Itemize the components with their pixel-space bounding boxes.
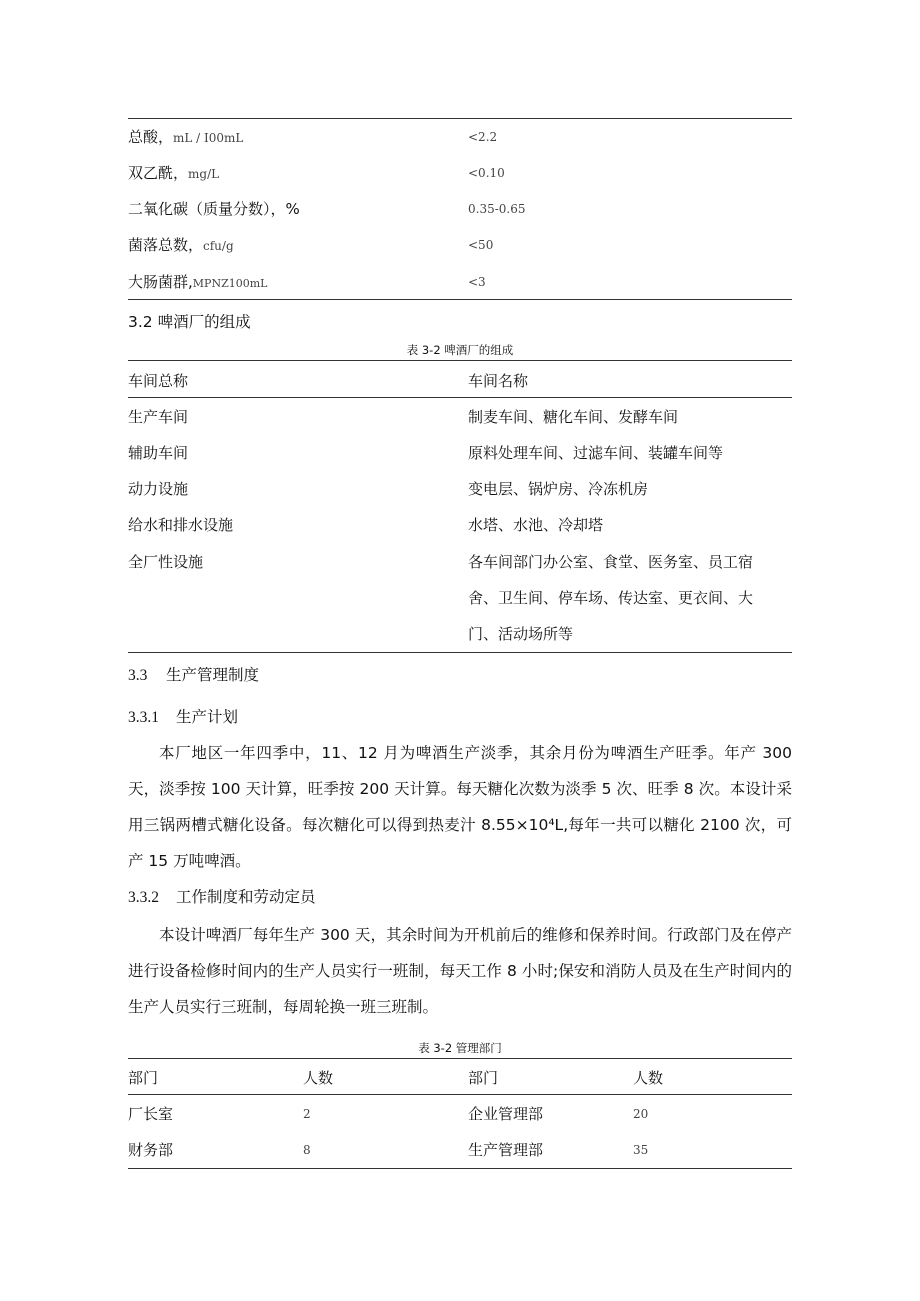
table-row-value: <3 <box>468 275 486 289</box>
table-cell: 35 <box>633 1143 649 1157</box>
table-rule <box>128 1168 792 1169</box>
table-row-value: <50 <box>468 238 494 252</box>
table-row-label: 大肠菌群,MPNZ100mL <box>128 273 268 291</box>
table-rule <box>128 360 792 361</box>
table-cell: 原料处理车间、过滤车间、装罐车间等 <box>468 444 724 462</box>
table-caption: 表 3-2 啤酒厂的组成 <box>406 343 514 357</box>
table-cell: 生产管理部 <box>468 1141 544 1159</box>
table-cell: 2 <box>303 1107 311 1121</box>
table-rule <box>128 652 792 653</box>
table-header: 部门 <box>128 1069 159 1087</box>
table-cell: 8 <box>303 1143 311 1157</box>
paragraph: 本厂地区一年四季中，11、12 月为啤酒生产淡季，其余月份为啤酒生产旺季。年产 300 天，淡季按 100 天计算，旺季按 200 天计算。每天糖化次数为淡季 5 次、旺季 8 次。本设计采用三锅两槽式糖化设备。每次糖化可以得到热麦汁 8.55×10⁴L,每年一共可以糖化 2100 次，可产 15 万吨啤酒。 <box>128 744 792 870</box>
table-header: 车间名称 <box>468 372 529 390</box>
table-cell: 水塔、水池、冷却塔 <box>468 516 604 534</box>
section-heading: 3.3 生产管理制度 <box>128 666 260 684</box>
table-row-label: 双乙酰，mg/L <box>128 164 220 182</box>
subsection-heading: 3.3.2 工作制度和劳动定员 <box>128 888 316 906</box>
table-cell: 20 <box>633 1107 649 1121</box>
table-cell: 生产车间 <box>128 408 189 426</box>
table-row-label: 二氧化碳（质量分数），% <box>128 200 300 218</box>
table-rule <box>128 1094 792 1095</box>
table-rule <box>128 118 792 119</box>
table-row-label: 菌落总数，cfu/g <box>128 236 234 254</box>
table-cell: 厂长室 <box>128 1105 174 1123</box>
subsection-heading: 3.3.1 生产计划 <box>128 708 239 726</box>
table-cell: 辅助车间 <box>128 444 189 462</box>
table-rule <box>128 299 792 300</box>
table-cell: 企业管理部 <box>468 1105 544 1123</box>
table-row-value: 0.35-0.65 <box>468 202 526 216</box>
table-cell: 制麦车间、糖化车间、发酵车间 <box>468 408 679 426</box>
table-header: 部门 <box>468 1069 499 1087</box>
table-header: 人数 <box>633 1069 664 1087</box>
table-cell: 舍、卫生间、停车场、传达室、更衣间、大 <box>468 589 754 607</box>
paragraph: 本设计啤酒厂每年生产 300 天，其余时间为开机前后的维修和保养时间。行政部门及在停产进行设备检修时间内的生产人员实行一班制，每天工作 8 小时;保安和消防人员及在生产时间内的生产人员实行三班制，每周轮换一班三班制。 <box>128 926 792 1016</box>
table-cell: 各车间部门办公室、食堂、医务室、员工宿 <box>468 553 754 571</box>
section-heading: 3.2 啤酒厂的组成 <box>128 313 251 331</box>
table-cell: 门、活动场所等 <box>468 625 574 643</box>
table-row-value: <2.2 <box>468 130 498 144</box>
table-cell: 给水和排水设施 <box>128 516 234 534</box>
table-header: 车间总称 <box>128 372 189 390</box>
table-rule <box>128 397 792 398</box>
table-caption: 表 3-2 管理部门 <box>418 1041 502 1055</box>
table-rule <box>128 1058 792 1059</box>
table-cell: 全厂性设施 <box>128 553 204 571</box>
table-cell: 动力设施 <box>128 480 189 498</box>
table-cell: 变电层、锅炉房、冷冻机房 <box>468 480 649 498</box>
table-header: 人数 <box>303 1069 334 1087</box>
table-row-value: <0.10 <box>468 166 505 180</box>
table-cell: 财务部 <box>128 1141 174 1159</box>
table-row-label: 总酸，mL / I00mL <box>128 128 244 146</box>
